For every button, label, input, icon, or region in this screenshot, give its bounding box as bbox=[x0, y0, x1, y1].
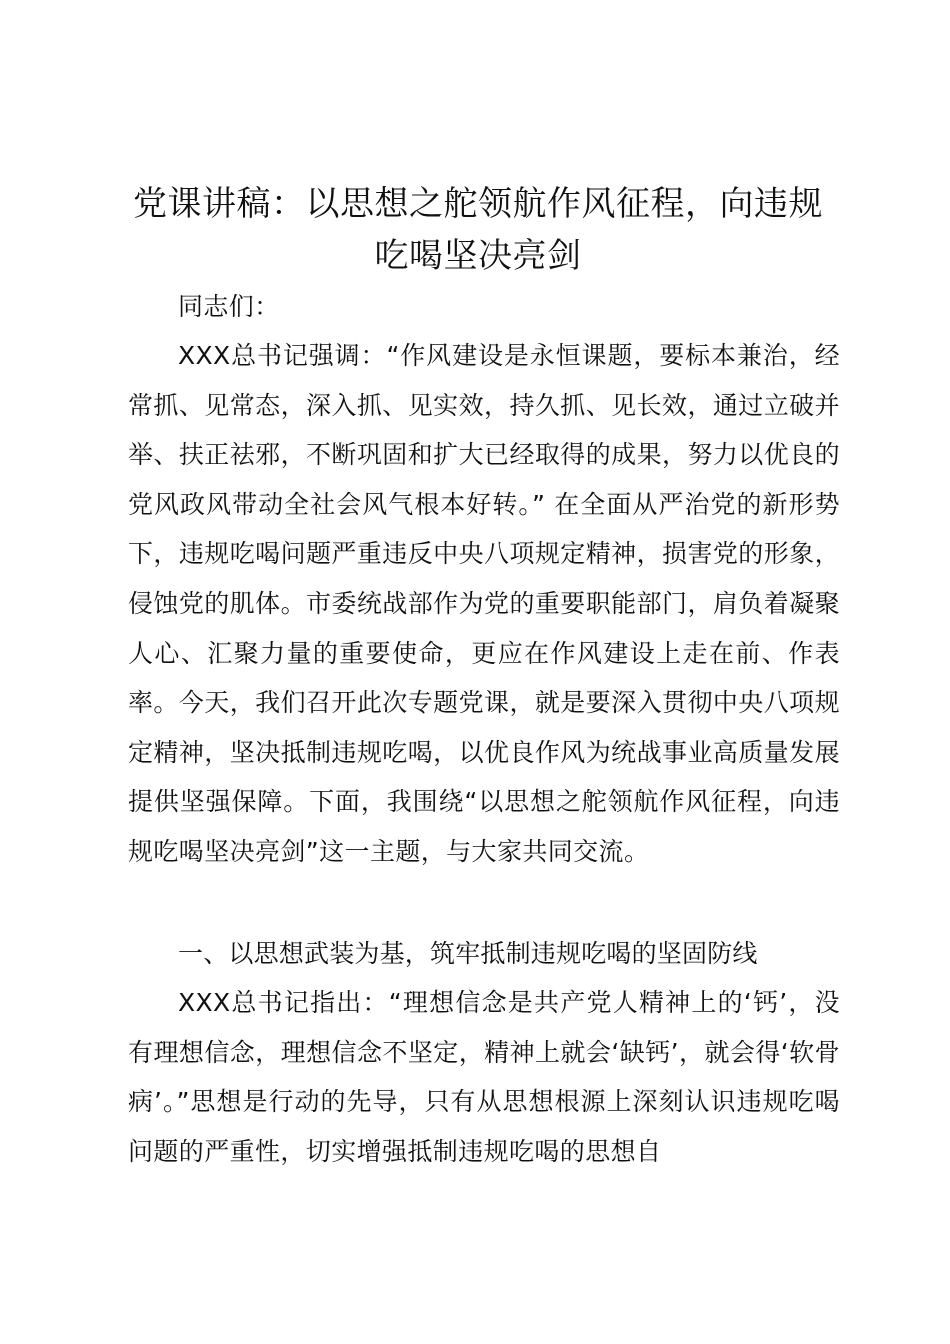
section-heading-1: 一、以思想武装为基，筑牢抵制违规吃喝的坚固防线 bbox=[178, 939, 758, 968]
body-paragraph-1: XXX总书记强调：“作风建设是永恒课题，要标本兼治，经常抓、见常态，深入抓、见实效，持久抓、见长效，通过立破并举、扶正祛邪，不断巩固和扩大已经取得的成果，努力以优良的党风政风带动全社会风气根本好转。” 在全面从严治党的新形势下，违规吃喝问题严重违反中央八项规定精神，损害党的形象，侵蚀党的肌体。市委统战部作为党的重要职能部门，肩负着凝聚人心、汇聚力量的重要使命，更应在作风建设上走在前、作表率。今天，我们召开此次专题党课，就是要深入贯彻中央八项规定精神，坚决抵制违规吃喝，以优良作风为统战事业高质量发展提供坚强保障。下面，我围绕“以思想之舵领航作风征程，向违规吃喝坚决亮剑”这一主题，与大家共同交流。 bbox=[128, 341, 840, 866]
title-line-1: 党课讲稿：以思想之舵领航作风征程，向违规 bbox=[133, 184, 823, 224]
document-title bbox=[120, 178, 836, 282]
body-paragraph-2-block bbox=[128, 978, 840, 1176]
greeting: 同志们： bbox=[178, 292, 280, 321]
title-line-2: 吃喝坚决亮剑 bbox=[374, 236, 582, 276]
body-paragraph-1-block bbox=[128, 331, 840, 877]
body-paragraph-2: XXX总书记指出：“理想信念是共产党人精神上的‘钙’，没有理想信念，理想信念不坚定，精神上就会‘缺钙’，就会得‘软骨病’。”思想是行动的先导，只有从思想根源上深刻认识违规吃喝问题的严重性，切实增强抵制违规吃喝的思想自 bbox=[128, 988, 840, 1166]
